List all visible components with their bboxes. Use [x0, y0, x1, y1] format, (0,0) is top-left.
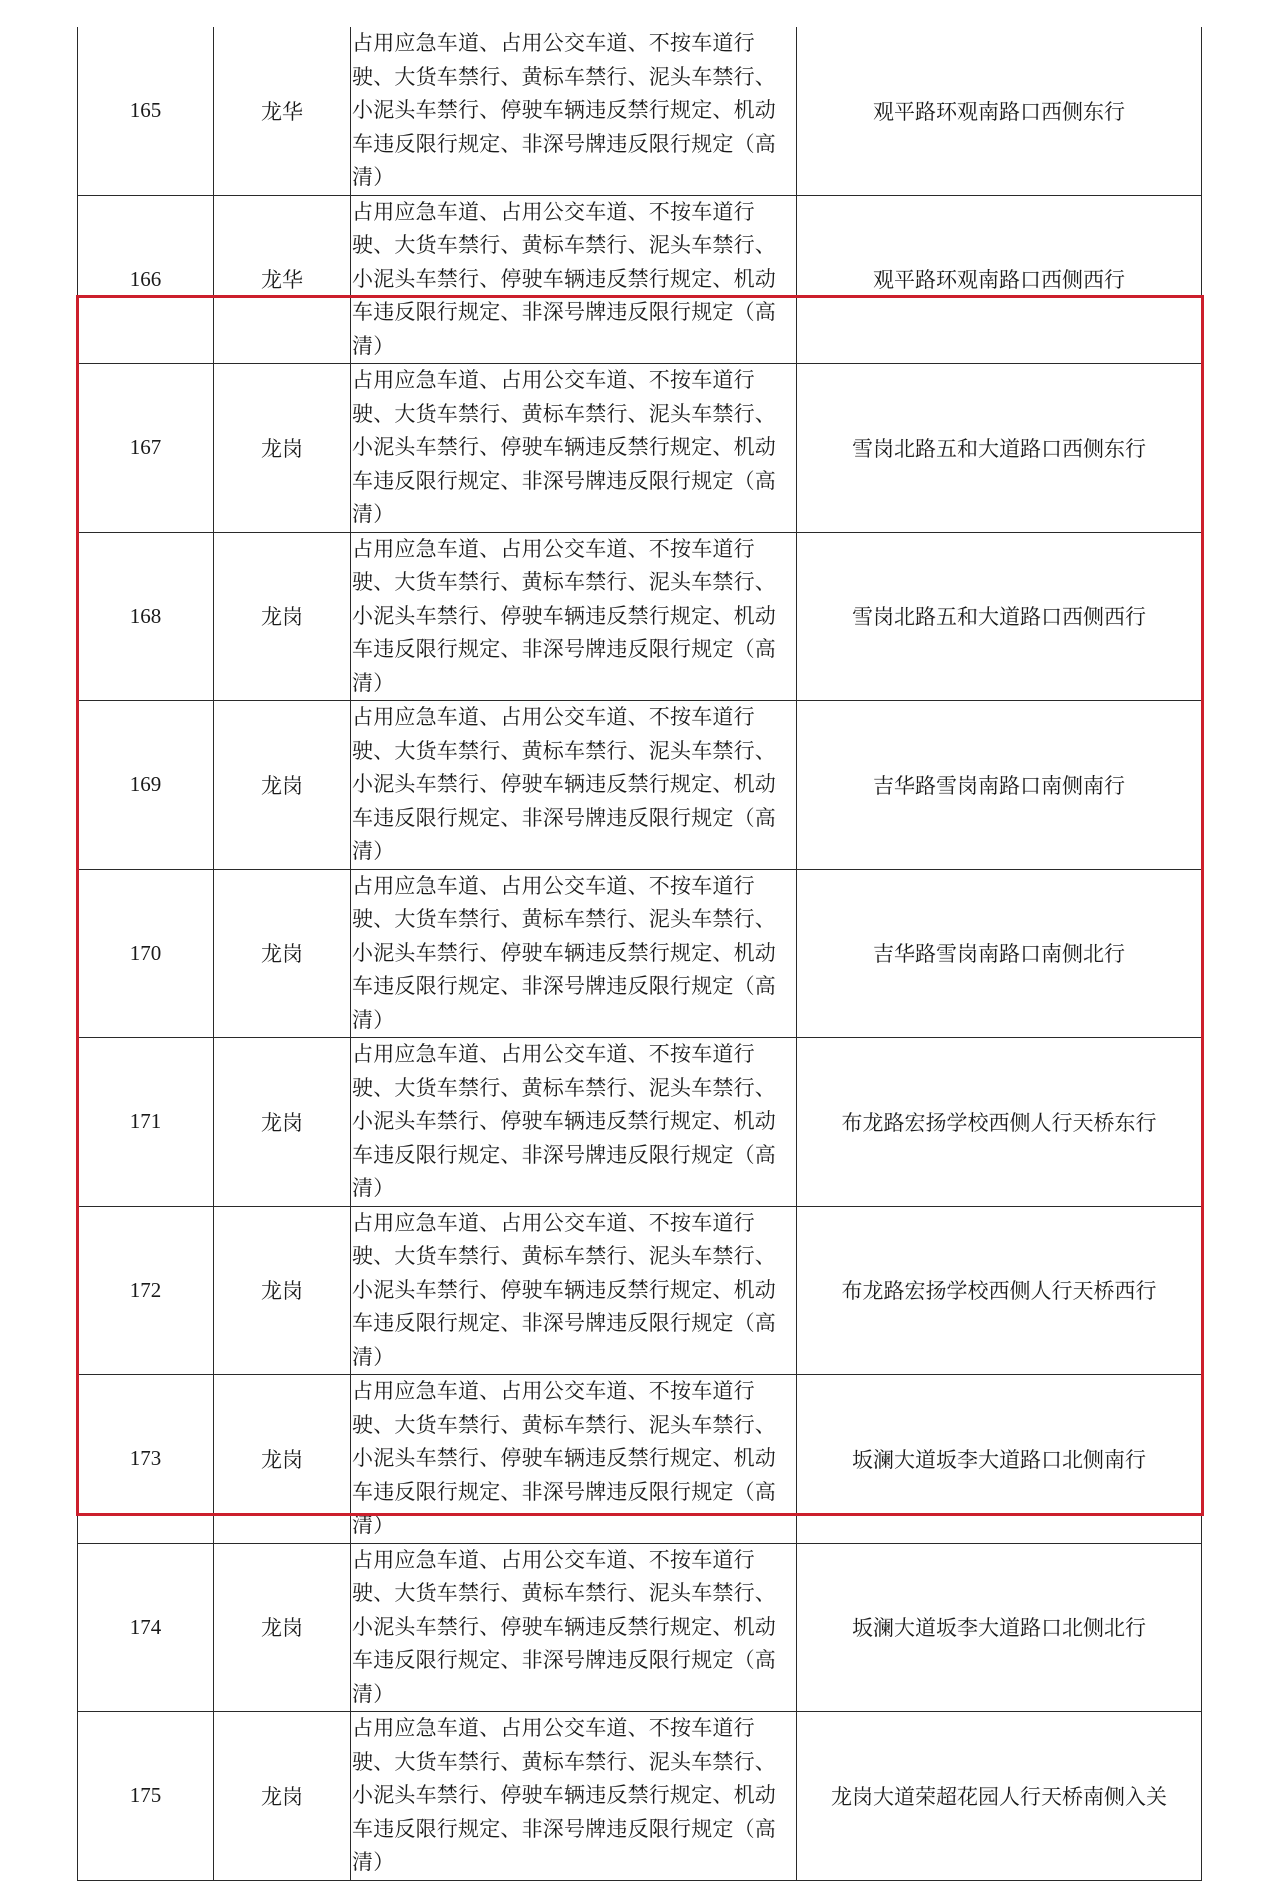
- district-cell: 龙岗: [214, 1543, 351, 1712]
- district-cell: 龙岗: [214, 1038, 351, 1207]
- location-cell: 龙岗大道荣超花园人行天桥南侧入关: [797, 1712, 1202, 1881]
- location-cell: 吉华路雪岗南路口南侧南行: [797, 701, 1202, 870]
- location-cell: 吉华路雪岗南路口南侧北行: [797, 869, 1202, 1038]
- violation-types-text: 占用应急车道、占用公交车道、不按车道行驶、大货车禁行、黄标车禁行、泥头车禁行、小泥头车禁行、停驶车辆违反禁行规定、机动车违反限行规定、非深号牌违反限行规定（高清）: [352, 1547, 776, 1706]
- violation-types-text: 占用应急车道、占用公交车道、不按车道行驶、大货车禁行、黄标车禁行、泥头车禁行、小泥头车禁行、停驶车辆违反禁行规定、机动车违反限行规定、非深号牌违反限行规定（高清）: [352, 536, 776, 695]
- violation-types-cell: [351, 1206, 797, 1375]
- violation-types-text: 占用应急车道、占用公交车道、不按车道行驶、大货车禁行、黄标车禁行、泥头车禁行、小泥头车禁行、停驶车辆违反禁行规定、机动车违反限行规定、非深号牌违反限行规定（高清）: [352, 31, 776, 189]
- row-number: 171: [78, 1038, 214, 1207]
- row-number: 166: [78, 195, 214, 364]
- row-number: 168: [78, 532, 214, 701]
- violation-types-text: 占用应急车道、占用公交车道、不按车道行驶、大货车禁行、黄标车禁行、泥头车禁行、小泥头车禁行、停驶车辆违反禁行规定、机动车违反限行规定、非深号牌违反限行规定（高清）: [352, 368, 776, 526]
- violation-types-text: 占用应急车道、占用公交车道、不按车道行驶、大货车禁行、黄标车禁行、泥头车禁行、小泥头车禁行、停驶车辆违反禁行规定、机动车违反限行规定、非深号牌违反限行规定（高清）: [352, 873, 776, 1032]
- violation-types-text: 占用应急车道、占用公交车道、不按车道行驶、大货车禁行、黄标车禁行、泥头车禁行、小泥头车禁行、停驶车辆违反禁行规定、机动车违反限行规定、非深号牌违反限行规定（高清）: [352, 199, 776, 358]
- district-cell: 龙岗: [214, 1206, 351, 1375]
- row-number: 175: [78, 1712, 214, 1881]
- row-number: 169: [78, 701, 214, 870]
- district-cell: 龙岗: [214, 532, 351, 701]
- table-row: [78, 532, 1202, 701]
- table-row: [78, 1543, 1202, 1712]
- table-row: [78, 1375, 1202, 1544]
- violation-types-text: 占用应急车道、占用公交车道、不按车道行驶、大货车禁行、黄标车禁行、泥头车禁行、小泥头车禁行、停驶车辆违反禁行规定、机动车违反限行规定、非深号牌违反限行规定（高清）: [352, 1210, 776, 1369]
- violation-types-cell: [351, 701, 797, 870]
- violation-types-cell: [351, 1712, 797, 1881]
- table-row: [78, 1712, 1202, 1881]
- violation-types-cell: [351, 27, 797, 195]
- table-row: [78, 195, 1202, 364]
- location-cell: 坂澜大道坂李大道路口北侧北行: [797, 1543, 1202, 1712]
- district-cell: 龙岗: [214, 1375, 351, 1544]
- district-cell: 龙岗: [214, 869, 351, 1038]
- location-cell: 雪岗北路五和大道路口西侧西行: [797, 532, 1202, 701]
- violation-types-text: 占用应急车道、占用公交车道、不按车道行驶、大货车禁行、黄标车禁行、泥头车禁行、小泥头车禁行、停驶车辆违反禁行规定、机动车违反限行规定、非深号牌违反限行规定（高清）: [352, 1379, 776, 1537]
- table-row: [78, 1038, 1202, 1207]
- violation-types-text: 占用应急车道、占用公交车道、不按车道行驶、大货车禁行、黄标车禁行、泥头车禁行、小泥头车禁行、停驶车辆违反禁行规定、机动车违反限行规定、非深号牌违反限行规定（高清）: [352, 1042, 776, 1200]
- location-cell: 布龙路宏扬学校西侧人行天桥西行: [797, 1206, 1202, 1375]
- district-cell: 龙华: [214, 195, 351, 364]
- row-number: 173: [78, 1375, 214, 1544]
- table-row: [78, 27, 1202, 195]
- violation-types-cell: [351, 1543, 797, 1712]
- violation-types-cell: [351, 195, 797, 364]
- row-number: 167: [78, 364, 214, 533]
- violation-types-cell: [351, 1038, 797, 1207]
- location-cell: 雪岗北路五和大道路口西侧东行: [797, 364, 1202, 533]
- district-cell: 龙岗: [214, 1712, 351, 1881]
- violation-types-cell: [351, 1375, 797, 1544]
- location-cell: 观平路环观南路口西侧西行: [797, 195, 1202, 364]
- violation-types-cell: [351, 869, 797, 1038]
- row-number: 170: [78, 869, 214, 1038]
- location-cell: 坂澜大道坂李大道路口北侧南行: [797, 1375, 1202, 1544]
- table-row: [78, 869, 1202, 1038]
- district-cell: 龙岗: [214, 701, 351, 870]
- district-cell: 龙华: [214, 27, 351, 195]
- district-cell: 龙岗: [214, 364, 351, 533]
- table-row: [78, 1206, 1202, 1375]
- location-cell: 观平路环观南路口西侧东行: [797, 27, 1202, 195]
- violation-types-text: 占用应急车道、占用公交车道、不按车道行驶、大货车禁行、黄标车禁行、泥头车禁行、小泥头车禁行、停驶车辆违反禁行规定、机动车违反限行规定、非深号牌违反限行规定（高清）: [352, 705, 776, 863]
- table-row: [78, 701, 1202, 870]
- row-number: 165: [78, 27, 214, 195]
- violation-types-text: 占用应急车道、占用公交车道、不按车道行驶、大货车禁行、黄标车禁行、泥头车禁行、小泥头车禁行、停驶车辆违反禁行规定、机动车违反限行规定、非深号牌违反限行规定（高清）: [352, 1716, 776, 1874]
- violation-types-cell: [351, 364, 797, 533]
- violation-types-cell: [351, 532, 797, 701]
- row-number: 174: [78, 1543, 214, 1712]
- location-cell: 布龙路宏扬学校西侧人行天桥东行: [797, 1038, 1202, 1207]
- table-row: [78, 364, 1202, 533]
- camera-location-table: [77, 27, 1202, 1881]
- row-number: 172: [78, 1206, 214, 1375]
